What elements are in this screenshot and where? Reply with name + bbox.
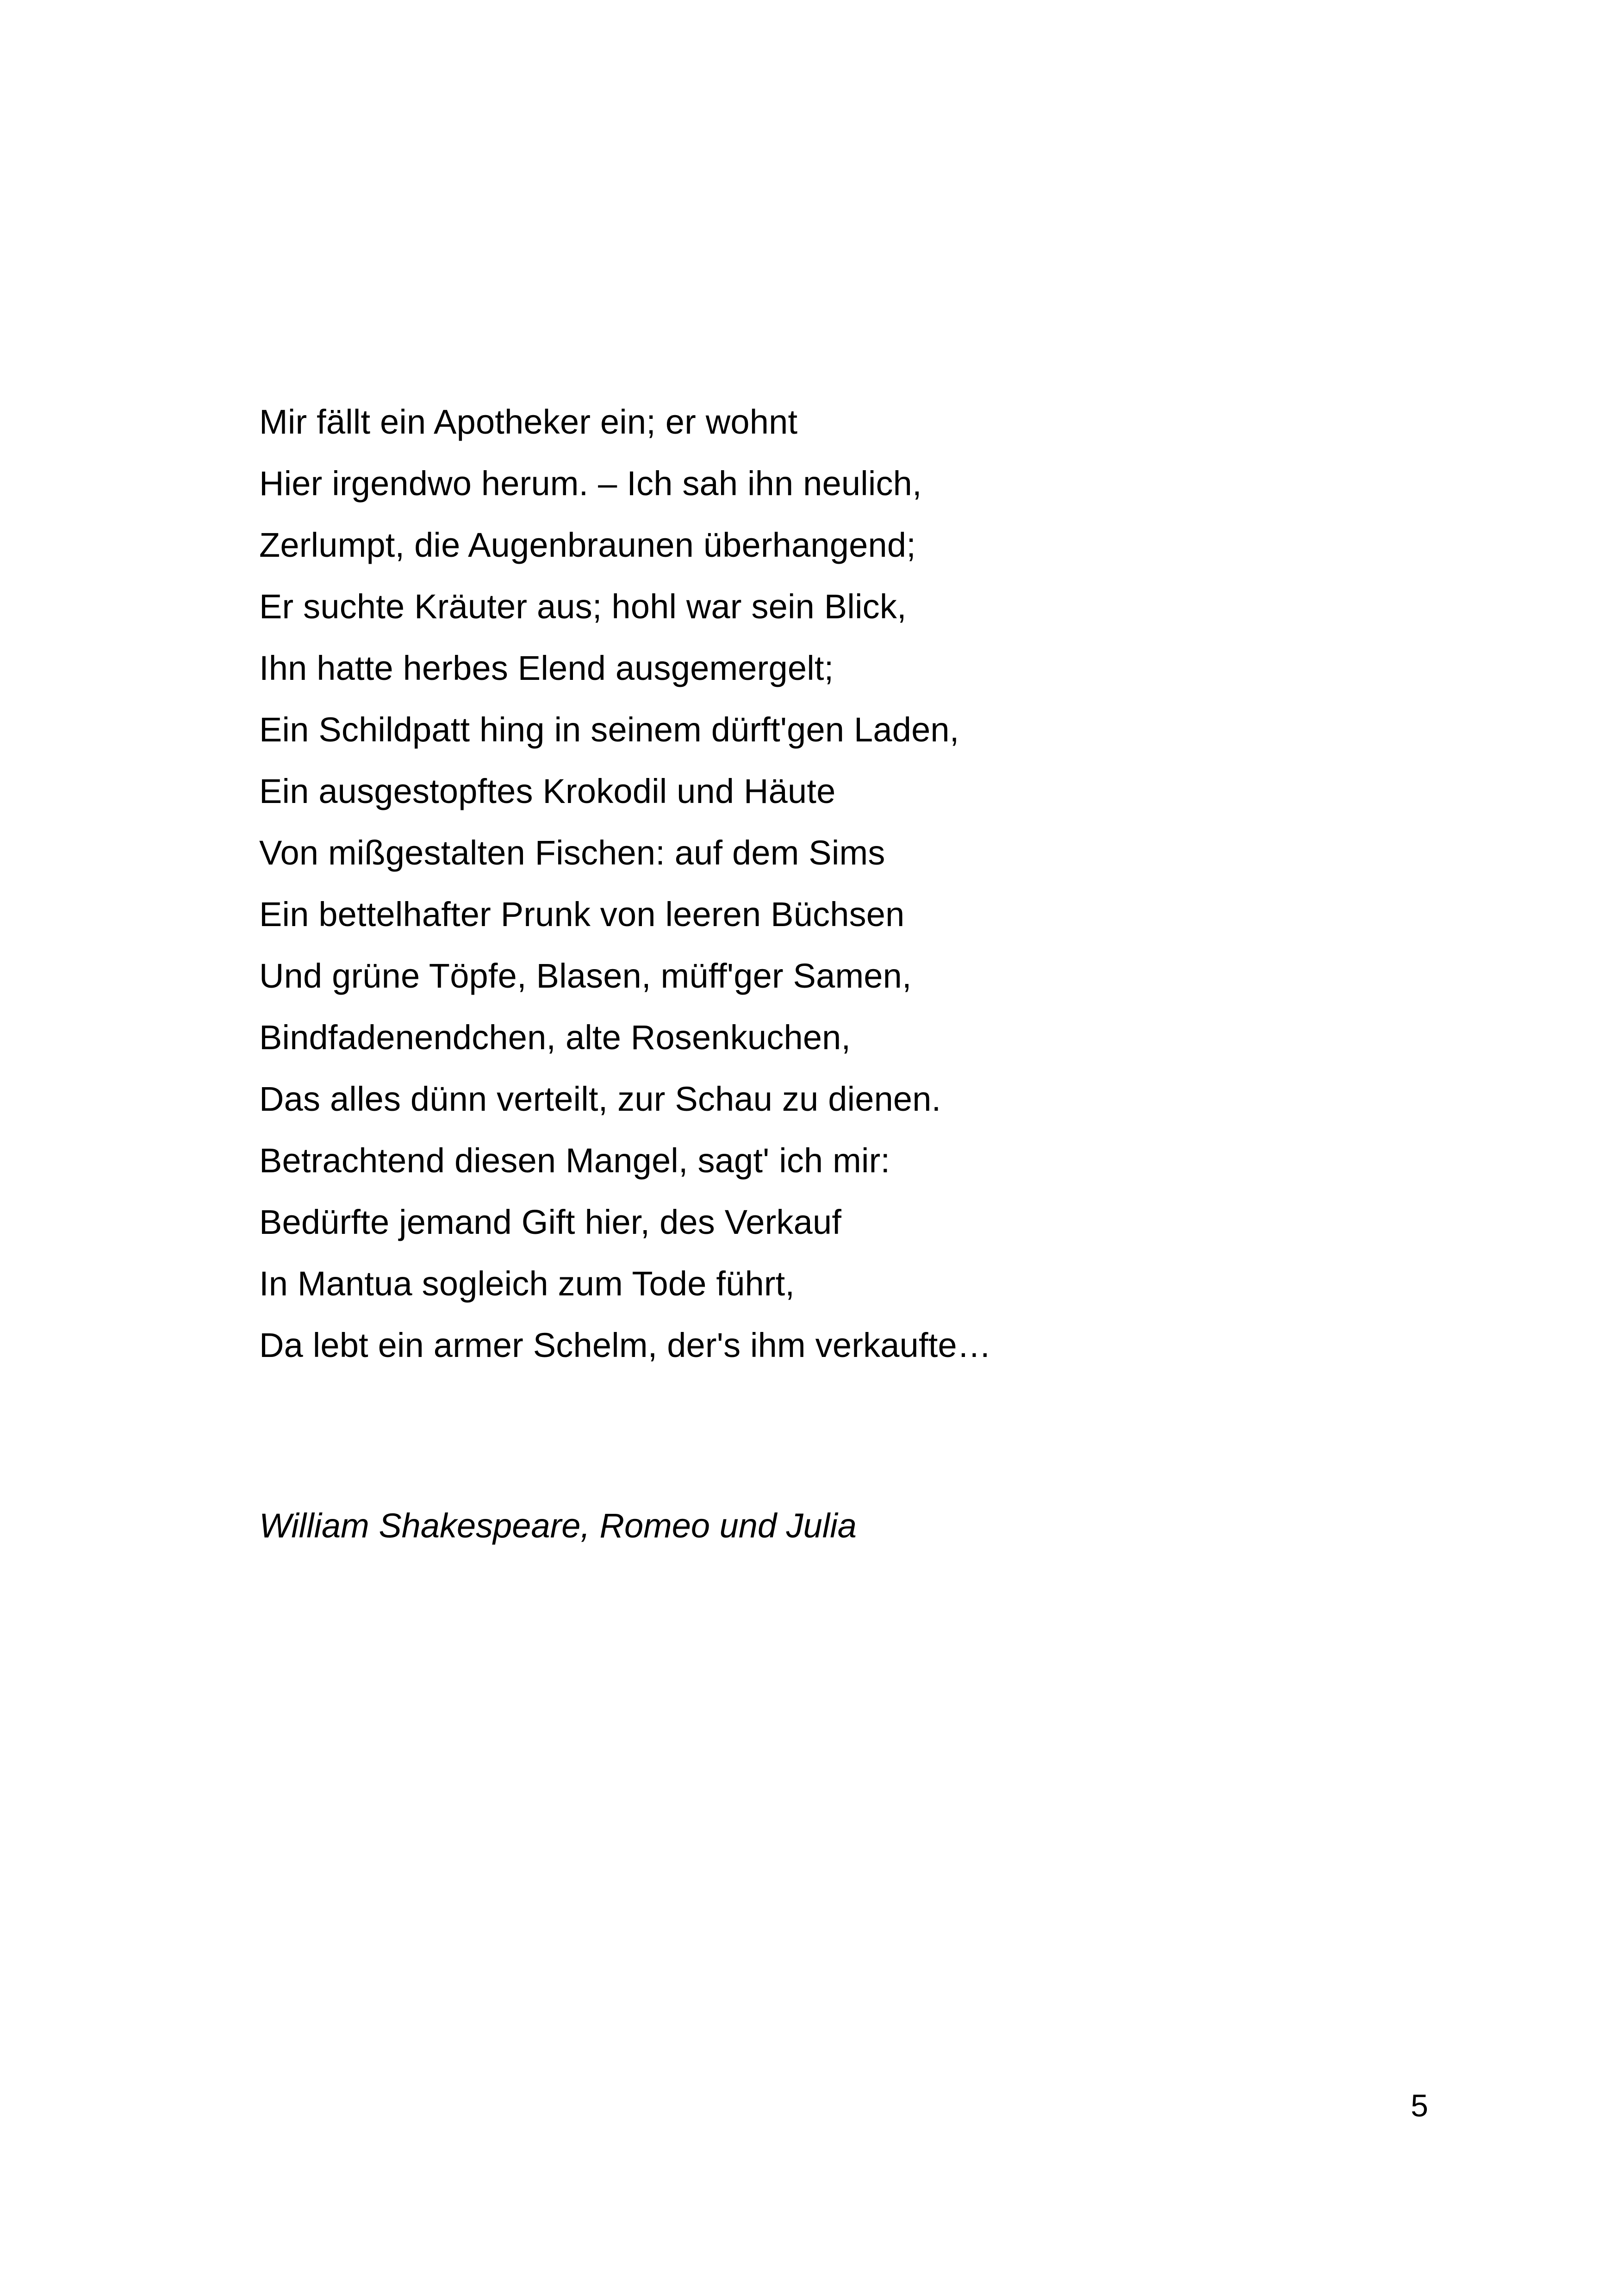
attribution-line: William Shakespeare, Romeo und Julia bbox=[259, 1506, 857, 1545]
poem-line: Bindfadenendchen, alte Rosenkuchen, bbox=[259, 1018, 851, 1057]
poem-line: Ein Schildpatt hing in seinem dürft'gen Laden, bbox=[259, 710, 959, 749]
poem-line: Und grüne Töpfe, Blasen, müff'ger Samen, bbox=[259, 957, 912, 995]
poem-line: Er suchte Kräuter aus; hohl war sein Blick, bbox=[259, 587, 907, 626]
poem-line: Das alles dünn verteilt, zur Schau zu dienen. bbox=[259, 1080, 941, 1118]
page-number: 5 bbox=[1411, 2088, 1428, 2123]
poem-line: Betrachtend diesen Mangel, sagt' ich mir: bbox=[259, 1141, 890, 1180]
poem-line: In Mantua sogleich zum Tode führt, bbox=[259, 1264, 795, 1303]
poem-line: Mir fällt ein Apotheker ein; er wohnt bbox=[259, 403, 798, 441]
poem-line: Da lebt ein armer Schelm, der's ihm verkaufte… bbox=[259, 1326, 992, 1364]
poem-line: Hier irgendwo herum. – Ich sah ihn neulich, bbox=[259, 464, 922, 503]
poem-line: Ein ausgestopftes Krokodil und Häute bbox=[259, 772, 836, 810]
poem-line: Ihn hatte herbes Elend ausgemergelt; bbox=[259, 649, 834, 687]
poem-line: Zerlumpt, die Augenbraunen überhangend; bbox=[259, 526, 916, 564]
poem-line: Von mißgestalten Fischen: auf dem Sims bbox=[259, 834, 885, 872]
poem-line: Ein bettelhafter Prunk von leeren Büchsen bbox=[259, 895, 905, 933]
poem-text-block bbox=[259, 391, 1370, 1376]
poem-line: Bedürfte jemand Gift hier, des Verkauf bbox=[259, 1203, 842, 1241]
